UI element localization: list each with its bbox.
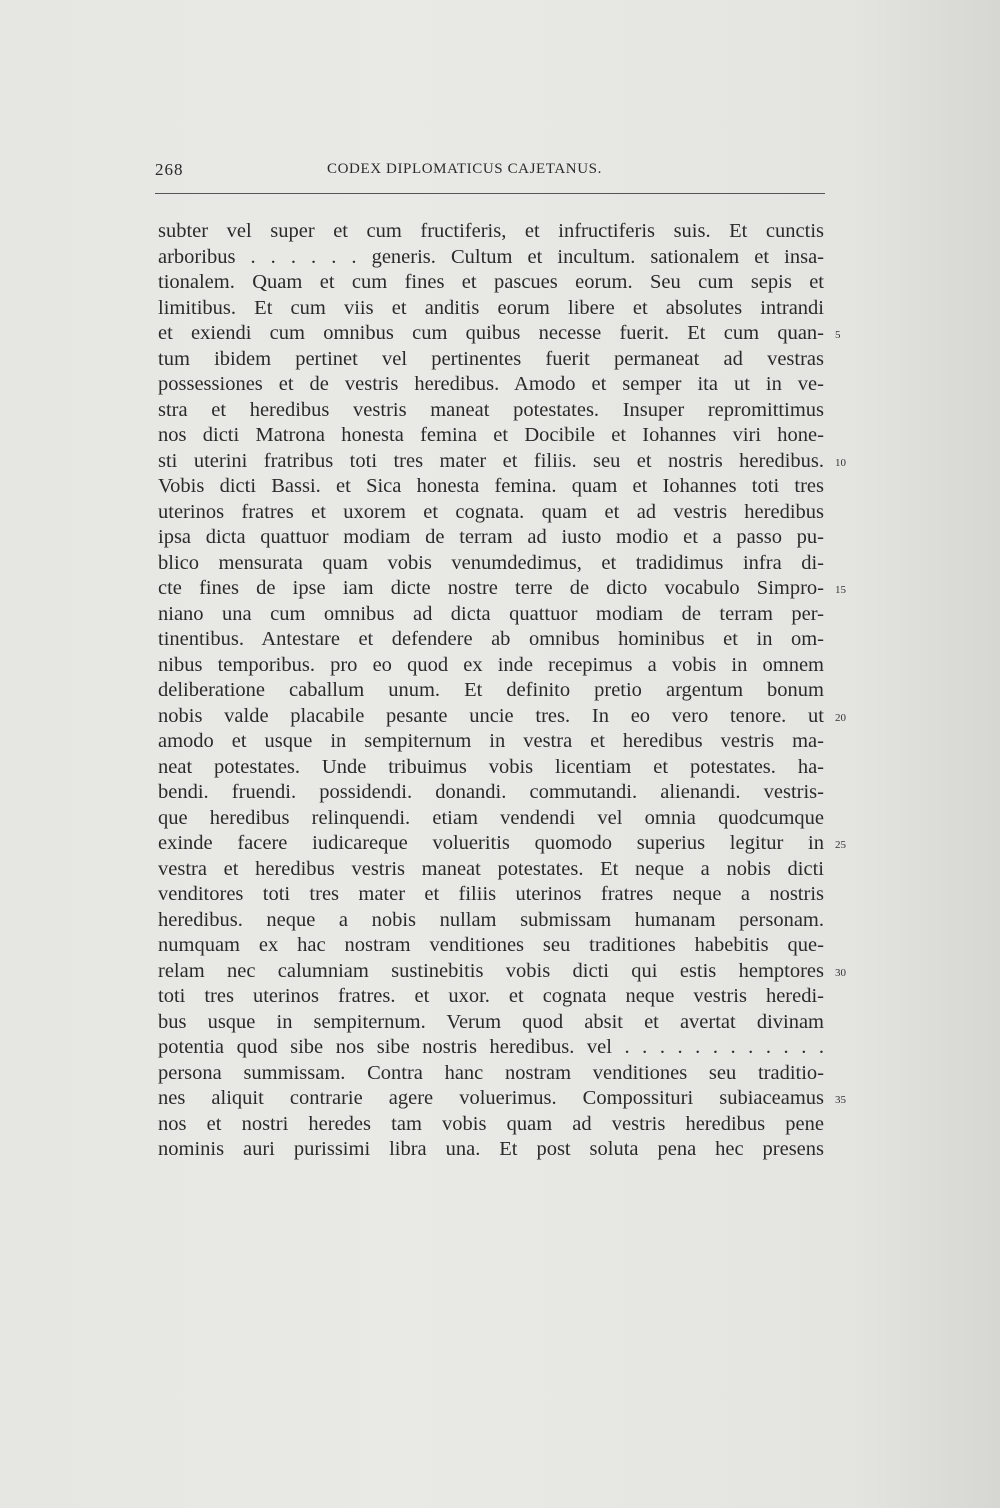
text-line: toti tres uterinos fratres. et uxor. et cognata neque vestris heredi- — [158, 985, 824, 1007]
text-line: bus usque in sempiternum. Verum quod absit et avertat divinam — [158, 1010, 824, 1033]
page-number: 268 — [155, 160, 184, 179]
text-line: amodo et usque in sempiternum in vestra et heredibus vestris ma- — [158, 730, 824, 752]
text-line: blico mensurata quam vobis venumdedimus, et tradidimus infra di- — [158, 551, 824, 574]
text-line: subter vel super et cum fructiferis, et infructiferis suis. Et cunctis — [158, 220, 824, 242]
body-text — [158, 219, 824, 1163]
text-line: possessiones et de vestris heredibus. Amodo et semper ita ut in ve- — [158, 373, 824, 395]
text-line: uterinos fratres et uxorem et cognata. quam et ad vestris heredibus — [158, 500, 824, 523]
header-rule — [155, 193, 825, 194]
text-line: exinde facere iudicareque volueritis quomodo superius legitur in — [158, 832, 824, 854]
text-line: nibus temporibus. pro eo quod ex inde recepimus a vobis in omnem — [158, 653, 824, 676]
text-line: limitibus. Et cum viis et anditis eorum libere et absolutes intrandi — [158, 296, 824, 319]
line-number: 25 — [835, 839, 846, 851]
text-line: Vobis dicti Bassi. et Sica honesta femina. quam et Iohannes toti tres — [158, 475, 824, 497]
text-line: persona summissam. Contra hanc nostram venditiones seu traditio- — [158, 1061, 824, 1084]
text-line: nes aliquit contrarie agere voluerimus. Compossituri subiaceamus — [158, 1087, 824, 1109]
text-line: que heredibus relinquendi. etiam vendendi vel omnia quodcumque — [158, 806, 824, 829]
text-line: potentia quod sibe nos sibe nostris heredibus. vel . . . . . . . . . . . . — [158, 1036, 824, 1058]
text-line: cte fines de ipse iam dicte nostre terre de dicto vocabulo Simpro- — [158, 577, 824, 599]
text-line: nos dicti Matrona honesta femina et Docibile et Iohannes viri hone- — [158, 424, 824, 446]
text-line: venditores toti tres mater et filiis uterinos fratres neque a nostris — [158, 883, 824, 905]
text-line: stra et heredibus vestris maneat potestates. Insuper repromittimus — [158, 398, 824, 421]
text-line: bendi. fruendi. possidendi. donandi. commutandi. alienandi. vestris- — [158, 781, 824, 803]
text-line: et exiendi cum omnibus cum quibus necesse fuerit. Et cum quan- — [158, 322, 824, 344]
text-line: numquam ex hac nostram venditiones seu traditiones habebitis que- — [158, 934, 824, 956]
text-line: tionalem. Quam et cum fines et pascues eorum. Seu cum sepis et — [158, 271, 824, 293]
text-line: arboribus . . . . . . generis. Cultum et incultum. sationalem et insa- — [158, 245, 824, 268]
text-line: niano una cum omnibus ad dicta quattuor modiam de terram per- — [158, 602, 824, 625]
page-header — [155, 160, 825, 184]
text-line: deliberatione caballum unum. Et definito pretio argentum bonum — [158, 679, 824, 701]
text-line: sti uterini fratribus toti tres mater et filiis. seu et nostris heredibus. — [158, 449, 824, 472]
text-line: nos et nostri heredes tam vobis quam ad vestris heredibus pene — [158, 1112, 824, 1135]
line-number: 5 — [835, 329, 841, 341]
line-number: 20 — [835, 711, 846, 724]
text-line: relam nec calumniam sustinebitis vobis dicti qui estis hemptores — [158, 959, 824, 982]
running-title: CODEX DIPLOMATICUS CAJETANUS. — [327, 161, 602, 177]
text-line: neat potestates. Unde tribuimus vobis licentiam et potestates. ha- — [158, 755, 824, 778]
text-line: nobis valde placabile pesante uncie tres. In eo vero tenore. ut — [158, 704, 824, 727]
text-line: vestra et heredibus vestris maneat potestates. Et neque a nobis dicti — [158, 857, 824, 880]
line-number: 10 — [835, 456, 846, 469]
text-line: heredibus. neque a nobis nullam submissam humanam personam. — [158, 908, 824, 931]
text-line: tum ibidem pertinet vel pertinentes fuerit permaneat ad vestras — [158, 347, 824, 370]
line-number: 35 — [835, 1094, 846, 1106]
text-line: tinentibus. Antestare et defendere ab omnibus hominibus et in om- — [158, 628, 824, 650]
text-line: nominis auri purissimi libra una. Et post soluta pena hec presens — [158, 1138, 824, 1160]
line-number: 15 — [835, 584, 846, 596]
text-line: ipsa dicta quattuor modiam de terram ad iusto modio et a passo pu- — [158, 526, 824, 548]
line-number: 30 — [835, 966, 846, 979]
